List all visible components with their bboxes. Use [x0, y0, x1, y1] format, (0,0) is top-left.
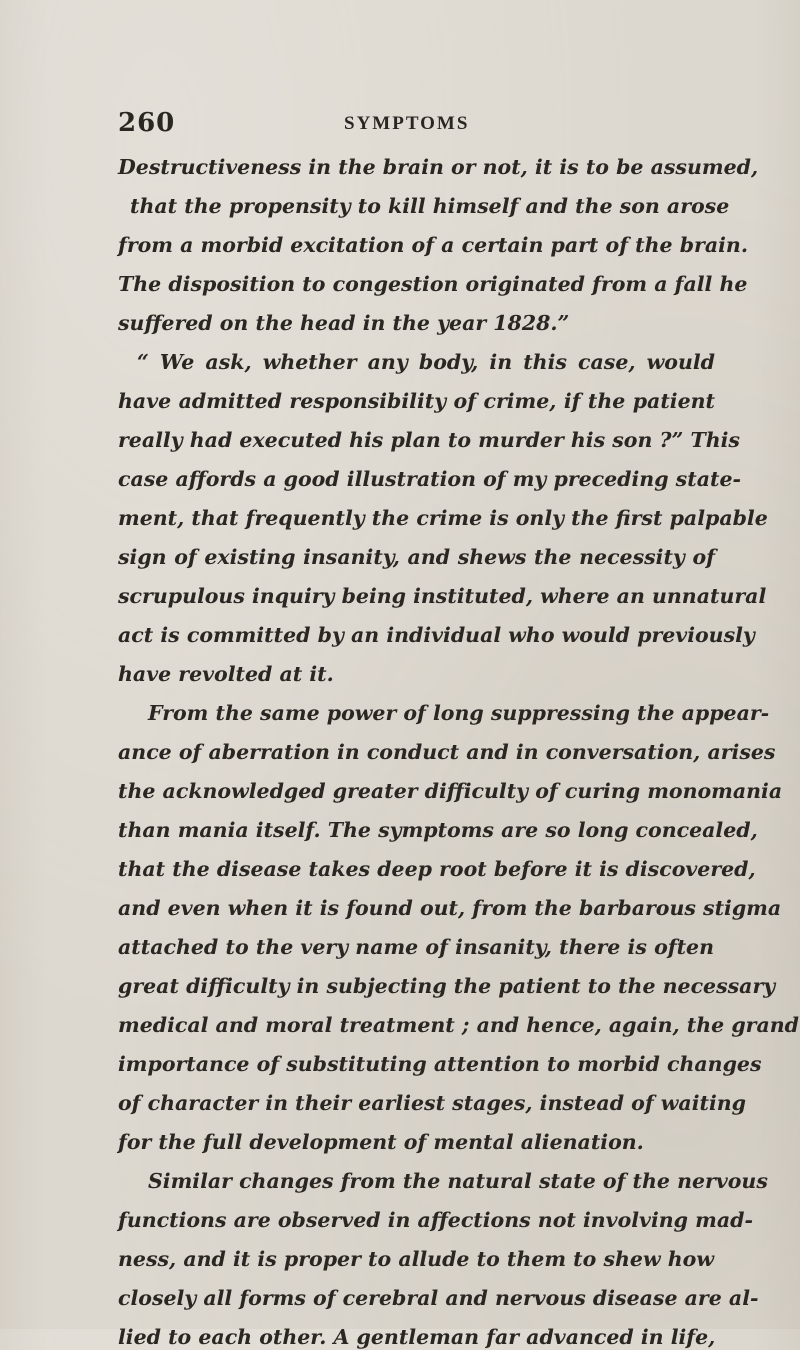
- text-line: and even when it is found out, from the barbarous stigma: [118, 896, 782, 920]
- text-line: functions are observed in affections not involving mad-: [118, 1208, 753, 1232]
- text-line: really had executed his plan to murder his son ?” This: [118, 428, 740, 452]
- text-line: closely all forms of cerebral and nervous disease are al-: [118, 1286, 759, 1310]
- text-line: of character in their earliest stages, instead of waiting: [118, 1091, 747, 1115]
- text-line: from a morbid excitation of a certain part of the brain.: [118, 233, 748, 257]
- text-line: have admitted responsibility of crime, if the patient: [118, 389, 715, 413]
- text-line: the acknowledged greater difficulty of curing monomania: [118, 779, 783, 803]
- text-line: that the propensity to kill himself and the son arose: [130, 194, 730, 218]
- text-line: great difficulty in subjecting the patient to the necessary: [118, 974, 776, 998]
- text-line: ment, that frequently the crime is only the first palpable: [118, 506, 768, 530]
- text-line: ance of aberration in conduct and in conversation, arises: [118, 740, 776, 764]
- text-line: importance of substituting attention to morbid changes: [118, 1052, 762, 1076]
- text-line: The disposition to congestion originated from a fall he: [118, 272, 748, 296]
- text-line: Similar changes from the natural state of the nervous: [148, 1169, 768, 1193]
- text-line: have revolted at it.: [118, 662, 334, 686]
- text-line: medical and moral treatment ; and hence, again, the grand: [118, 1013, 799, 1037]
- text-line: act is committed by an individual who would previously: [118, 623, 755, 647]
- text-line: suffered on the head in the year 1828.”: [118, 311, 570, 335]
- page-number: 260: [118, 108, 176, 138]
- text-line: attached to the very name of insanity, there is often: [118, 935, 714, 959]
- text-line: sign of existing insanity, and shews the necessity of: [118, 545, 715, 569]
- text-line: case affords a good illustration of my preceding state-: [118, 467, 741, 491]
- text-line: that the disease takes deep root before it is discovered,: [118, 857, 756, 881]
- text-line: lied to each other. A gentleman far advanced in life,: [118, 1325, 716, 1349]
- text-line: Destructiveness in the brain or not, it is to be assumed,: [118, 155, 759, 179]
- text-line: From the same power of long suppressing the appear-: [148, 701, 770, 725]
- text-line: “ We ask, whether any body, in this case, would: [137, 350, 715, 374]
- running-head: [118, 108, 718, 138]
- running-title: SYMPTOMS: [344, 113, 470, 134]
- text-line: scrupulous inquiry being instituted, where an unnatural: [118, 584, 767, 608]
- text-line: for the full development of mental alienation.: [118, 1130, 644, 1154]
- text-line: ness, and it is proper to allude to them to shew how: [118, 1247, 714, 1271]
- text-line: than mania itself. The symptoms are so long concealed,: [118, 818, 758, 842]
